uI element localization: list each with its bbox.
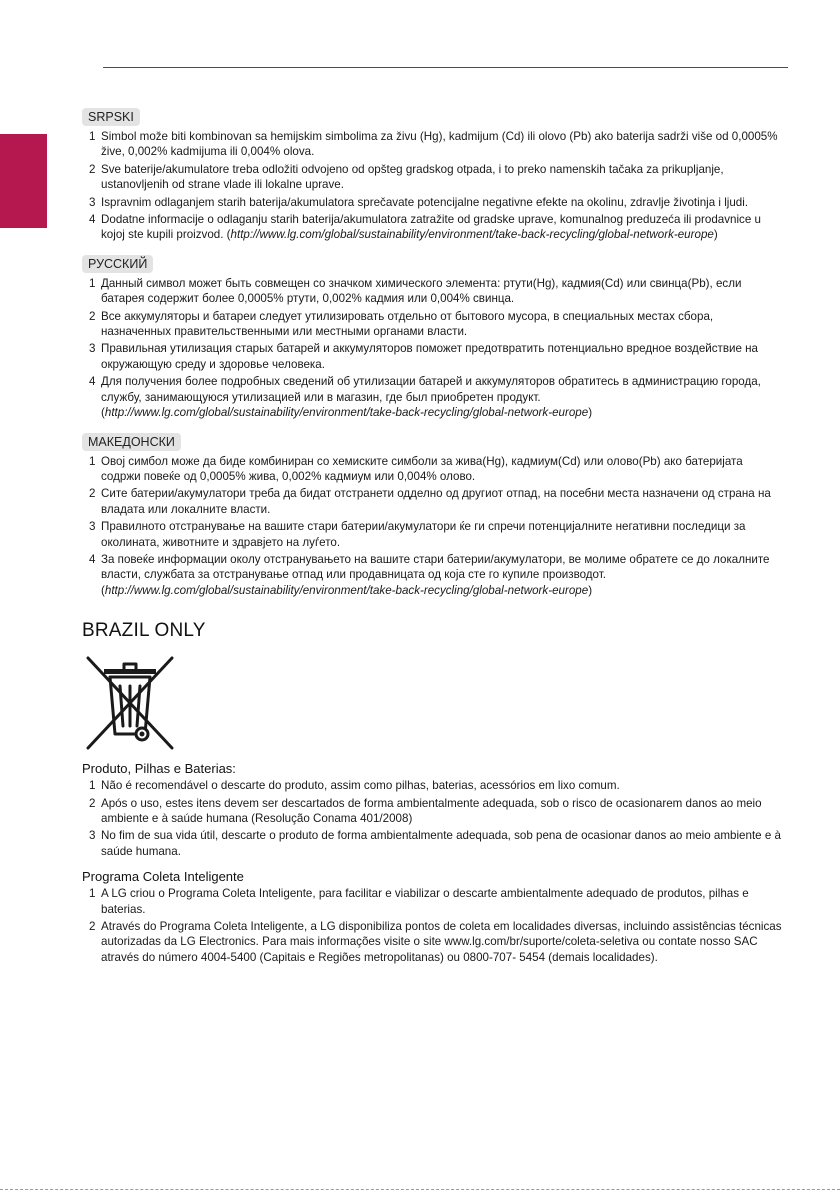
- language-label-srpski: SRPSKI: [82, 108, 140, 126]
- brazil-only-heading: BRAZIL ONLY: [82, 620, 206, 642]
- srpski-list: [82, 129, 782, 243]
- recycling-url-link[interactable]: http://www.lg.com/global/sustainability/environment/take-back-recycling/global-network-europe: [104, 583, 589, 597]
- russian-list: [82, 276, 782, 421]
- item-number: 2: [89, 162, 96, 176]
- item-number: 1: [89, 130, 96, 143]
- item-text: Dodatne informacije o odlaganju starih baterija/akumulatora zatražite od gradske uprave, komunalnog preduzeća ili prodavnice u kojoj ste kupili proizvod. (: [101, 213, 761, 242]
- item-text: Não é recomendável o descarte do produto, assim como pilhas, baterias, acessórios em lixo comum.: [101, 779, 620, 793]
- language-side-tab: [0, 134, 47, 228]
- language-label-russian: РУССКИЙ: [82, 255, 153, 273]
- list-item: [82, 519, 782, 550]
- list-item: [82, 919, 782, 965]
- recycling-url-link[interactable]: http://www.lg.com/global/sustainability/environment/take-back-recycling/global-network-europe: [104, 406, 589, 420]
- item-text-end: ): [713, 228, 718, 242]
- list-item: [82, 162, 782, 193]
- programa-heading: Programa Coleta Inteligente: [82, 869, 244, 885]
- section-srpski: [82, 108, 782, 243]
- item-number: 2: [89, 309, 96, 323]
- list-item: [82, 374, 782, 420]
- item-text: Для получения более подробных сведений об утилизации батарей и аккумуляторов обратитесь в администрацию города, службу, занимающуюся утилизацией или в магазин, где был приобретен продукт. (: [101, 375, 761, 420]
- recycling-url-link[interactable]: http://www.lg.com/global/sustainability/environment/take-back-recycling/global-network-europe: [230, 228, 714, 242]
- item-number: 3: [89, 195, 96, 209]
- item-number: 2: [89, 487, 96, 501]
- item-number: 1: [89, 276, 96, 290]
- list-item: [82, 129, 782, 160]
- header-rule: [103, 67, 788, 68]
- list-item: [82, 486, 782, 517]
- item-text: Simbol može biti kombinovan sa hemijskim simbolima za živu (Hg), kadmijum (Cd) ili olovo (Pb) ako baterija sadrži više od 0,0005% žive, 0,002% kadmijuma ili 0,004% olova.: [101, 130, 778, 159]
- produtos-list: [82, 778, 782, 859]
- item-text: За повеќе информации околу отстранувањето на вашите стари батерии/акумулатори, ве молиме обратете се до локалните власти, службата за отстранување отпад или продавницата од која сте го купиле производот. (: [101, 552, 770, 597]
- section-macedonian: [82, 433, 782, 599]
- item-number: 4: [89, 552, 96, 566]
- section-produtos-pilhas-baterias: [82, 761, 782, 859]
- item-number: 2: [89, 796, 96, 810]
- list-item: [82, 341, 782, 372]
- item-number: 3: [89, 520, 96, 534]
- item-number: 1: [89, 887, 96, 901]
- item-text: No fim de sua vida útil, descarte o produto de forma ambientalmente adequada, sob pena de ocasionar danos ao meio ambiente e à saúde humana.: [101, 829, 781, 858]
- list-item: [82, 276, 782, 307]
- item-number: 4: [89, 213, 96, 227]
- item-number: 3: [89, 829, 96, 843]
- macedonian-list: [82, 454, 782, 599]
- item-text: Através do Programa Coleta Inteligente, a LG disponibiliza pontos de coleta em localidades diversas, incluindo assistências técnicas autorizadas da LG Electronics. Para mais informações visite o site www.lg.com/br/suporte/coleta-seletiva ou contate nosso SAC através do número 4004-5400 (Capitais e Regiões metropolitanas) ou 0800-707- 5454 (demais localidades).: [101, 920, 782, 964]
- list-item: [82, 195, 782, 210]
- programa-list: [82, 886, 782, 965]
- crossed-out-wheeled-bin-icon: [82, 654, 182, 754]
- item-number: 4: [89, 375, 96, 389]
- item-text: Sve baterije/akumulatore treba odložiti odvojeno od opšteg gradskog otpada, i to preko namenskih tačaka za prikupljanje, ustanovljenih od strane vlade ili lokalne uprave.: [101, 162, 724, 192]
- list-item: [82, 828, 782, 859]
- item-text: Овој симбол може да биде комбиниран со хемиските симболи за жива(Hg), кадмиум(Cd) или олово(Pb) ако батеријата содржи повеќе од 0,0005% жива, 0,002% кадмиум или 0,004% олово.: [101, 454, 743, 483]
- section-russian: [82, 255, 782, 421]
- item-text: A LG criou o Programa Coleta Inteligente, para facilitar e viabilizar o descarte ambientalmente adequado de produtos, pilhas e baterias.: [101, 887, 749, 916]
- list-item: [82, 552, 782, 598]
- item-number: 3: [89, 342, 96, 356]
- list-item: [82, 886, 782, 917]
- item-text: Данный символ может быть совмещен со значком химического элемента: ртути(Hg), кадмия(Cd) или свинца(Pb), если батарея содержит более 0,0005% ртути, 0,002% кадмия или 0,004% свинца.: [101, 276, 742, 306]
- list-item: [82, 212, 782, 243]
- item-number: 1: [89, 779, 96, 793]
- item-text: Сите батерии/акумулатори треба да бидат отстранети одделно од другиот отпад, на посебни места назначени од страна на владата или локалните власти.: [101, 487, 771, 516]
- produtos-heading: Produto, Pilhas e Baterias:: [82, 761, 236, 777]
- item-text: Правильная утилизация старых батарей и аккумуляторов поможет предотвратить потенциально вредное воздействие на окружающую среду и здоровье человека.: [101, 342, 759, 371]
- item-text-end: ): [588, 583, 593, 597]
- list-item: [82, 309, 782, 340]
- list-item: [82, 454, 782, 485]
- language-label-macedonian: МАКЕДОНСКИ: [82, 433, 181, 451]
- footer-rule: [0, 1189, 840, 1190]
- item-text: Ispravnim odlaganjem starih baterija/akumulatora sprečavate potencijalne negativne efekte na okolinu, zdravlje životinja i ljudi.: [101, 195, 749, 209]
- page-content: [82, 108, 782, 975]
- item-text: Após o uso, estes itens devem ser descartados de forma ambientalmente adequada, sob o risco de ocasionarem danos ao meio ambiente e à saúde humana (Resolução Conama 401/2008): [101, 796, 762, 825]
- section-programa-coleta: [82, 869, 782, 965]
- item-text: Правилното отстранување на вашите стари батерии/акумулатори ќе ги спречи потенцијалните негативни последици за околината, животните и здравјето на луѓето.: [101, 520, 746, 549]
- item-text-end: ): [588, 406, 593, 420]
- item-number: 1: [89, 454, 96, 468]
- item-text: Все аккумуляторы и батареи следует утилизировать отдельно от бытового мусора, в специальных местах сбора, назначенных правительственными или местными органами власти.: [101, 309, 714, 339]
- item-number: 2: [89, 920, 96, 933]
- list-item: [82, 778, 782, 793]
- list-item: [82, 796, 782, 827]
